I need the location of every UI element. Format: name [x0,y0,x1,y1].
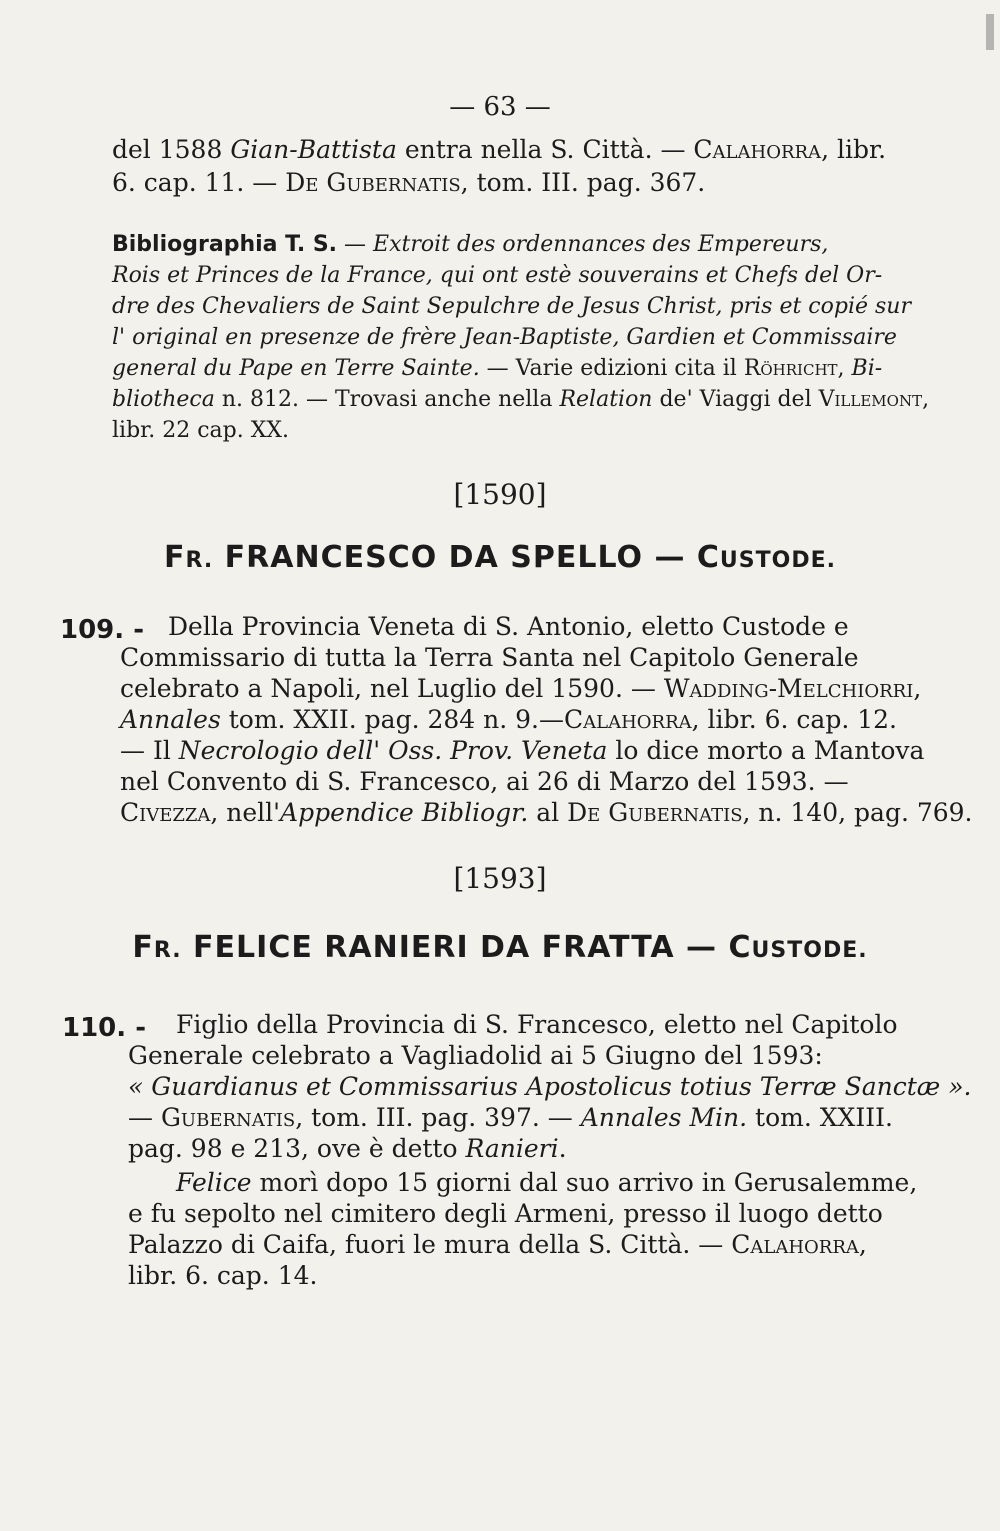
biblio-line-4: l' original en presenze de frère Jean-Baptiste, Gardien et Commissaire [112,325,897,350]
entry-110-line-4: — Gubernatis, tom. III. pag. 397. — Annales Min. tom. XXIII. [128,1103,893,1132]
entry-109-line-5: — Il Necrologio dell' Oss. Prov. Veneta lo dice morto a Mantova [120,736,925,765]
entry-110-line-5: pag. 98 e 213, ove è detto Ranieri. [128,1134,567,1163]
biblio-line-7: libr. 22 cap. XX. [112,418,290,443]
entry-110-line-8: Palazzo di Caifa, fuori le mura della S. Città. — Calahorra, [128,1230,867,1259]
section-heading-felice: FR. FELICE RANIERI DA FRATTA — CUSTODE. [132,930,868,965]
biblio-line-5: general du Pape en Terre Sainte. — Varie edizioni cita il Röhricht, Bi- [112,356,883,381]
year-heading-1593: [1593] [453,862,547,895]
entry-110-line-1: Figlio della Provincia di S. Francesco, eletto nel Capitolo [176,1010,898,1039]
intro-line-2: 6. cap. 11. — De Gubernatis, tom. III. pag. 367. [112,168,706,197]
entry-110-line-3: « Guardianus et Commissarius Apostolicus totius Terræ Sanctæ ». [128,1072,972,1101]
entry-number-110: 110. - [62,1013,146,1043]
entry-109-line-2: Commissario di tutta la Terra Santa nel Capitolo Generale [120,643,859,672]
entry-109-line-7: Civezza, nell'Appendice Bibliogr. al De Gubernatis, n. 140, pag. 769. [120,798,973,827]
section-heading-francesco: FR. FRANCESCO DA SPELLO — CUSTODE. [164,540,836,575]
year-heading-1590: [1590] [453,478,547,511]
entry-109-line-4: Annales tom. XXII. pag. 284 n. 9.—Calahorra, libr. 6. cap. 12. [120,705,897,734]
page-number: — 63 — [449,92,551,122]
biblio-line-1: Bibliographia T. S. — Extroit des ordennances des Empereurs, [112,232,829,257]
edge-mark [986,14,994,50]
entry-109-line-3: celebrato a Napoli, nel Luglio del 1590. — Wadding-Melchiorri, [120,674,922,703]
biblio-line-3: dre des Chevaliers de Saint Sepulchre de Jesus Christ, pris et copié sur [112,294,911,319]
entry-110-line-9: libr. 6. cap. 14. [128,1261,318,1290]
biblio-line-6: bliotheca n. 812. — Trovasi anche nella Relation de' Viaggi del Villemont, [112,387,930,412]
intro-line-1: del 1588 Gian-Battista entra nella S. Città. — Calahorra, libr. [112,135,887,164]
entry-number-109: 109. - [60,615,144,645]
biblio-line-2: Rois et Princes de la France, qui ont estè souverains et Chefs del Or- [112,263,883,288]
entry-109-line-6: nel Convento di S. Francesco, ai 26 di Marzo del 1593. — [120,767,849,796]
entry-110-line-6: Felice morì dopo 15 giorni dal suo arrivo in Gerusalemme, [176,1168,918,1197]
entry-110-line-7: e fu sepolto nel cimitero degli Armeni, presso il luogo detto [128,1199,883,1228]
entry-110-line-2: Generale celebrato a Vagliadolid ai 5 Giugno del 1593: [128,1041,823,1070]
entry-109-line-1: Della Provincia Veneta di S. Antonio, eletto Custode e [168,612,849,641]
